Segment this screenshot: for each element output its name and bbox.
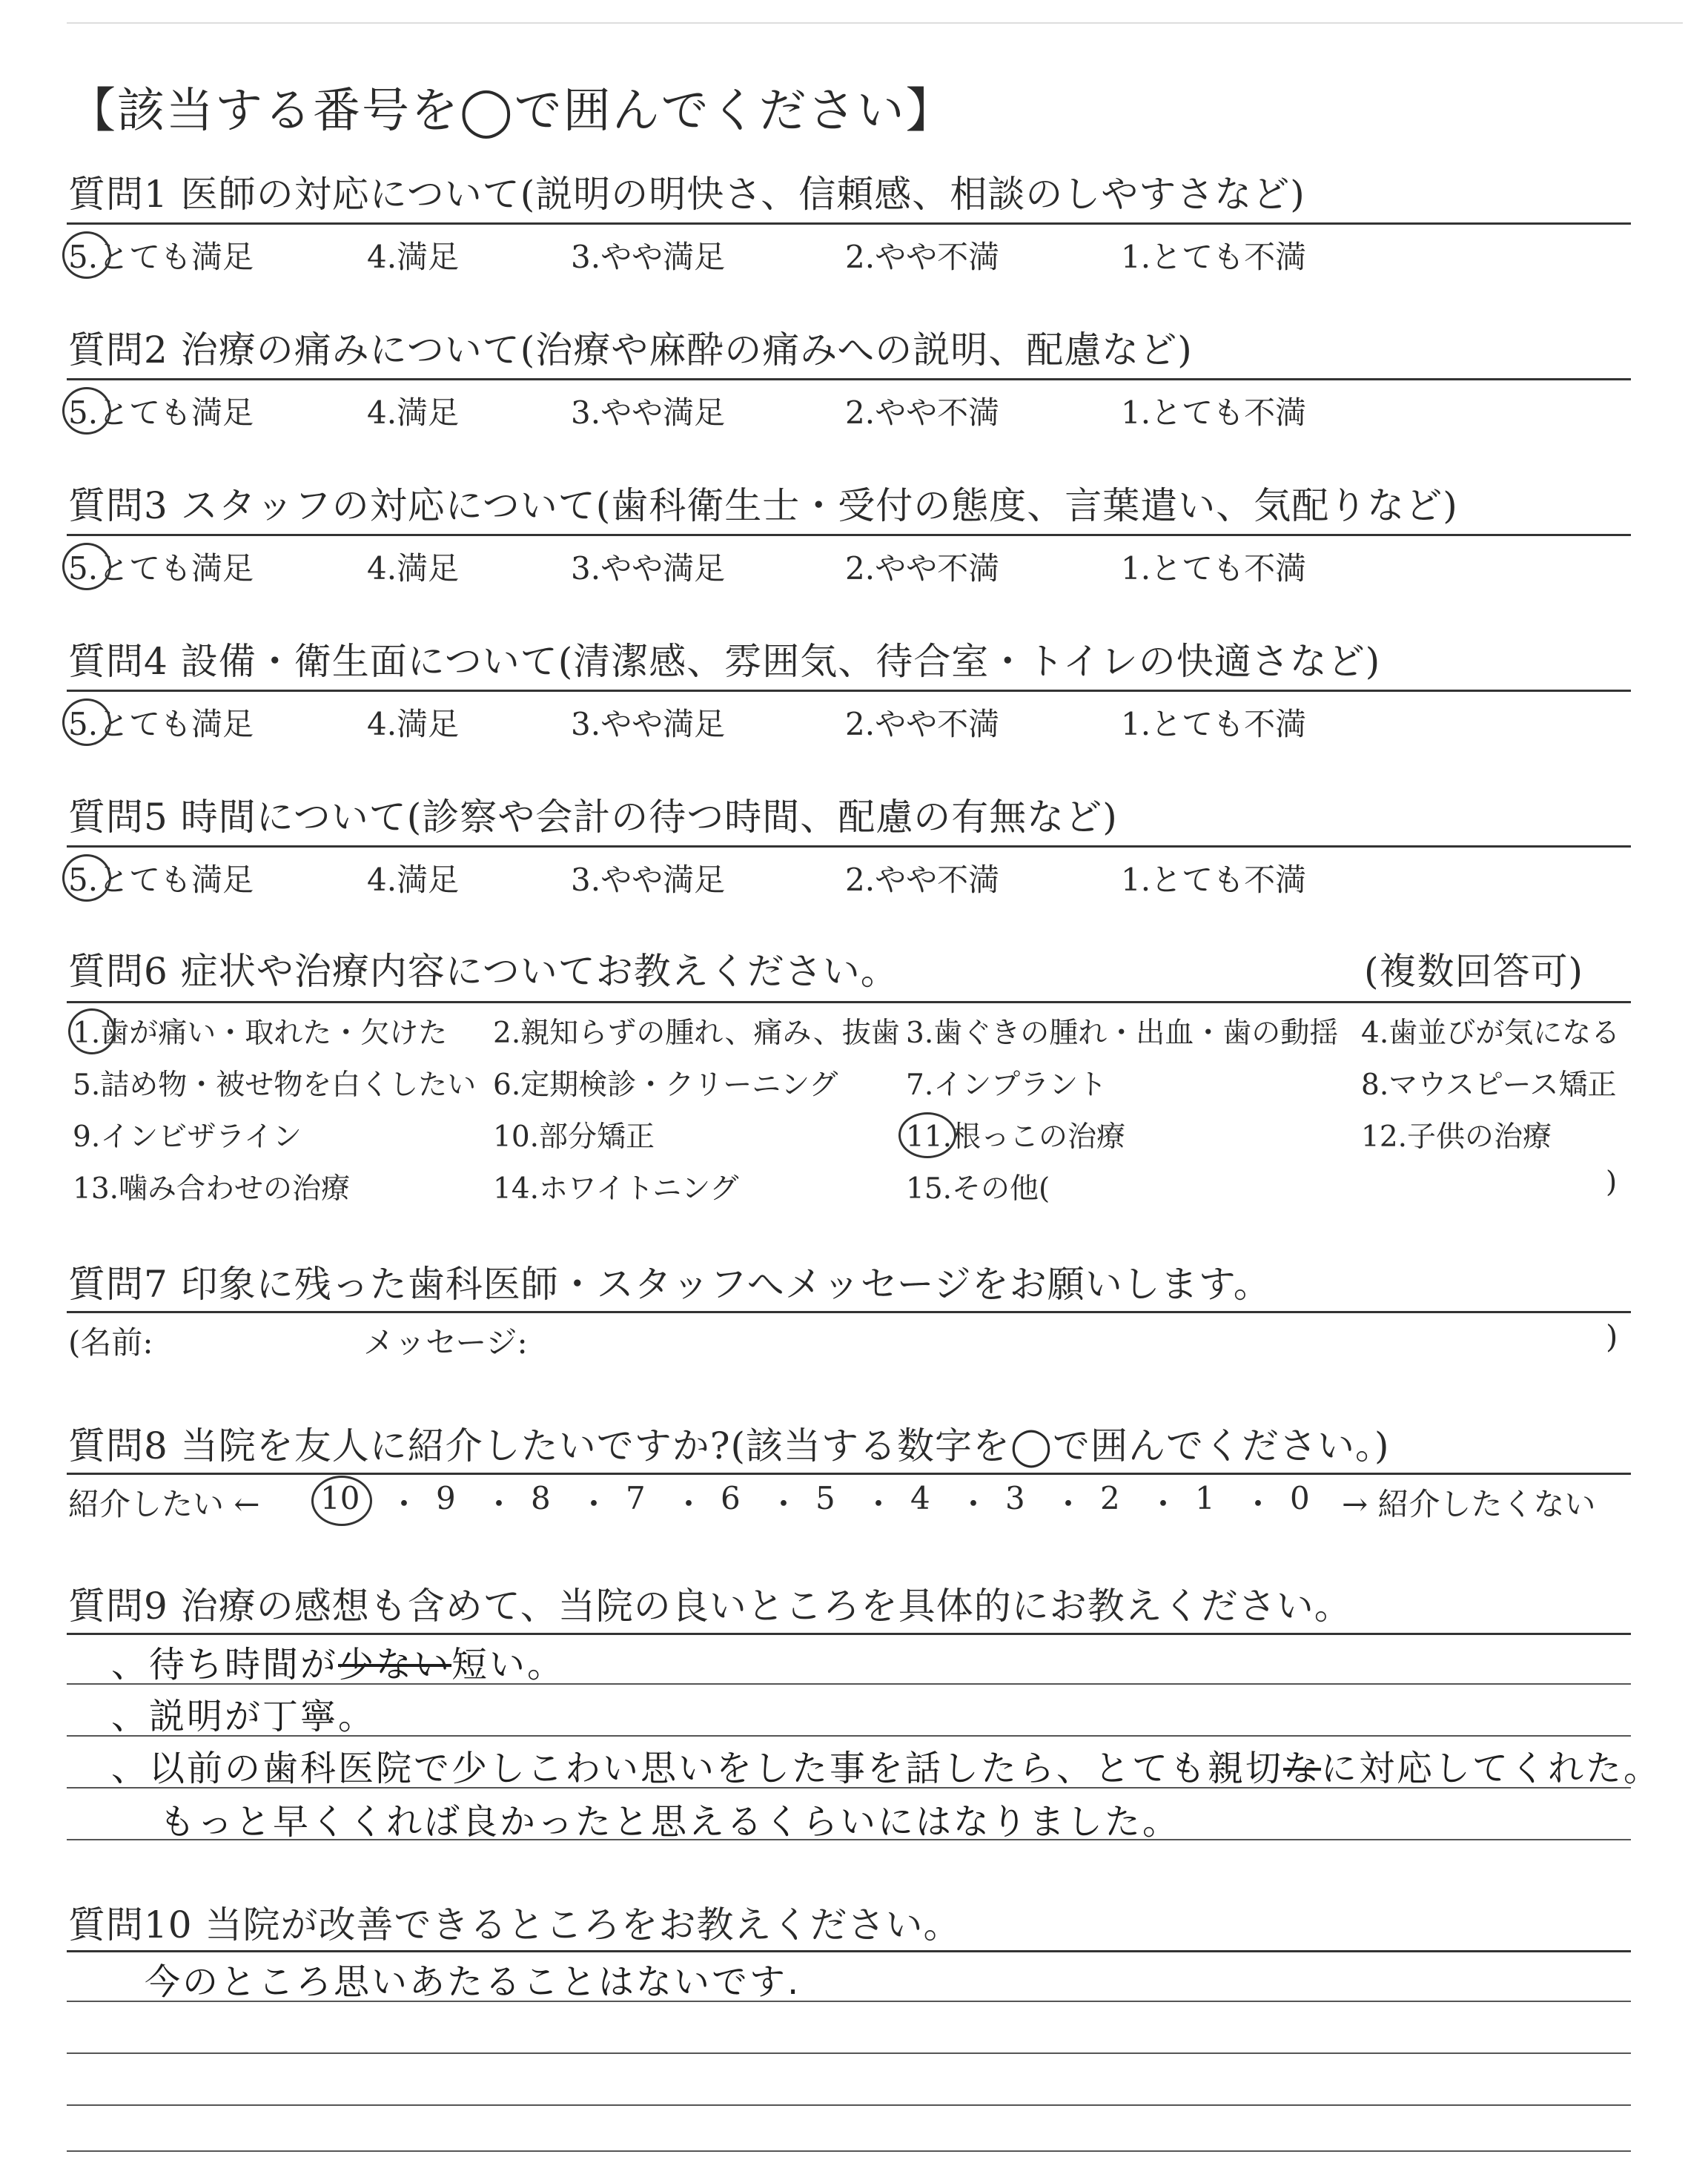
q3-rule	[67, 534, 1631, 536]
q6-option-3: 3.歯ぐきの腫れ・出血・歯の動揺	[906, 1017, 1339, 1050]
q5-selection-circle	[62, 854, 111, 902]
q6-option-12: 12.子供の治療	[1361, 1120, 1552, 1154]
q9-label: 質問9 治療の感想も含めて、当院の良いところを具体的にお教えください。	[68, 1585, 1352, 1628]
q10-label: 質問10 当院が改善できるところをお教えください。	[68, 1903, 961, 1946]
q4-option-5: 5.とても満足	[68, 706, 254, 742]
q6-option-2: 2.親知らずの腫れ、痛み、抜歯	[493, 1017, 900, 1050]
q9-answer-3	[111, 1740, 1661, 1791]
q3-selection-circle	[62, 543, 111, 590]
q8-value-1: 1	[1195, 1480, 1215, 1516]
q1-option-5: 5.とても満足	[68, 239, 254, 275]
q8-label: 質問8 当院を友人に紹介したいですか?(該当する数字を◯で囲んでください。)	[68, 1424, 1390, 1467]
q7-message-label: メッセージ:	[363, 1324, 528, 1361]
q9-rule	[67, 1633, 1631, 1635]
q9-answer-rest: に対応してくれた。	[1321, 1748, 1662, 1789]
q8-left-label: 紹介したい ←	[68, 1486, 260, 1522]
q7-name-label: (名前:	[68, 1324, 153, 1361]
q10-rule	[67, 1950, 1631, 1952]
q6-option-11: 11.根っこの治療	[906, 1120, 1126, 1154]
q8-value-4: 4	[910, 1480, 930, 1516]
q10-line-4	[67, 2150, 1631, 2152]
q6-option-10: 10.部分矯正	[493, 1120, 655, 1154]
q3-option-2: 2.やや不満	[845, 550, 1000, 587]
q8-separator: ・	[388, 1486, 420, 1522]
q2-option-5: 5.とても満足	[68, 394, 254, 431]
q8-separator: ・	[483, 1486, 515, 1522]
q6-option-13: 13.噛み合わせの治療	[73, 1172, 351, 1206]
q8-separator: ・	[673, 1486, 705, 1522]
q4-selection-circle	[62, 698, 111, 746]
q9-struck-text: 少ない	[338, 1644, 452, 1685]
q6-option-6: 6.定期検診・クリーニング	[493, 1069, 838, 1102]
q6-rule	[67, 1001, 1631, 1003]
q2-option-1: 1.とても不満	[1121, 394, 1307, 431]
q8-separator: ・	[1053, 1486, 1085, 1522]
q1-selection-circle	[62, 231, 111, 279]
top-edge-line	[67, 22, 1683, 24]
q8-value-8: 8	[531, 1480, 551, 1516]
q5-option-4: 4.満足	[367, 862, 460, 898]
q6-selection-circle-1	[68, 1008, 116, 1054]
q8-separator: ・	[1148, 1486, 1179, 1522]
q10-line-2	[67, 2052, 1631, 2054]
q8-value-6: 6	[721, 1480, 741, 1516]
q10-answer: 今のところ思いあたることはないです.	[145, 1961, 801, 2003]
q8-value-5: 5	[815, 1480, 835, 1516]
q6-option-4: 4.歯並びが気になる	[1361, 1017, 1621, 1050]
q2-label: 質問2 治療の痛みについて(治療や麻酔の痛みへの説明、配慮など)	[68, 328, 1193, 371]
q8-separator: ・	[578, 1486, 610, 1522]
q5-option-5: 5.とても満足	[68, 862, 254, 898]
q8-value-10: 10	[320, 1480, 360, 1516]
q4-rule	[67, 690, 1631, 692]
q9-answer-text: 、待ち時間が	[111, 1644, 339, 1685]
q9-struck-text: な	[1283, 1748, 1322, 1789]
q2-option-3: 3.やや満足	[571, 394, 726, 431]
q7-close-paren: )	[1606, 1318, 1618, 1355]
q2-rule	[67, 378, 1631, 380]
q1-option-1: 1.とても不満	[1121, 239, 1307, 275]
q9-answer-text: もっと早くくれば良かったと思えるくらいにはなりました。	[159, 1801, 1181, 1843]
q6-option-15: 15.その他(	[906, 1172, 1050, 1206]
q8-rule	[67, 1473, 1631, 1475]
q2-selection-circle	[62, 387, 111, 435]
q3-option-3: 3.やや満足	[571, 550, 726, 587]
q4-option-3: 3.やや満足	[571, 706, 726, 742]
q8-separator: ・	[863, 1486, 895, 1522]
q5-option-3: 3.やや満足	[571, 862, 726, 898]
q4-label: 質問4 設備・衛生面について(清潔感、雰囲気、待合室・トイレの快適さなど)	[68, 640, 1381, 683]
q9-answer-text: 、説明が丁寧。	[111, 1696, 377, 1737]
q7-rule	[67, 1311, 1631, 1313]
q4-option-4: 4.満足	[367, 706, 460, 742]
q6-option-9: 9.インビザライン	[73, 1120, 302, 1154]
q2-option-2: 2.やや不満	[845, 394, 1000, 431]
q6-option-14: 14.ホワイトニング	[493, 1172, 739, 1206]
q6-note: (複数回答可)	[1364, 950, 1584, 993]
q8-value-9: 9	[436, 1480, 456, 1516]
q3-label: 質問3 スタッフの対応について(歯科衛生士・受付の態度、言葉遣い、気配りなど)	[68, 484, 1458, 527]
page-title: 【該当する番号を◯で囲んでください】	[68, 84, 955, 139]
q5-option-2: 2.やや不満	[845, 862, 1000, 898]
q6-option-5: 5.詰め物・被せ物を白くしたい	[73, 1069, 477, 1102]
q1-option-4: 4.満足	[367, 239, 460, 275]
q5-label: 質問5 時間について(診察や会計の待つ時間、配慮の有無など)	[68, 796, 1118, 839]
q3-option-4: 4.満足	[367, 550, 460, 587]
q8-value-2: 2	[1100, 1480, 1120, 1516]
q1-option-3: 3.やや満足	[571, 239, 726, 275]
q9-answer-rest: 短い。	[451, 1644, 566, 1685]
q8-selection-circle	[311, 1476, 372, 1526]
q6-option-1: 1.歯が痛い・取れた・欠けた	[73, 1017, 448, 1050]
q1-option-2: 2.やや不満	[845, 239, 1000, 275]
q5-rule	[67, 845, 1631, 848]
q8-value-0: 0	[1290, 1480, 1310, 1516]
q8-separator: ・	[1242, 1486, 1274, 1522]
q6-label: 質問6 症状や治療内容についてお教えください。	[68, 950, 898, 993]
q1-label: 質問1 医師の対応について(説明の明快さ、信頼感、相談のしやすさなど)	[68, 173, 1305, 216]
q3-option-1: 1.とても不満	[1121, 550, 1307, 587]
q6-selection-circle-2	[898, 1112, 956, 1158]
q6-option-8: 8.マウスピース矯正	[1361, 1069, 1617, 1102]
q1-rule	[67, 222, 1631, 225]
q8-value-7: 7	[626, 1480, 646, 1516]
q6-option-7: 7.インプラント	[906, 1069, 1108, 1102]
q2-option-4: 4.満足	[367, 394, 460, 431]
q5-option-1: 1.とても不満	[1121, 862, 1307, 898]
q7-label: 質問7 印象に残った歯科医師・スタッフへメッセージをお願いします。	[68, 1263, 1271, 1306]
q8-right-label: → 紹介したくない	[1342, 1486, 1596, 1522]
q8-value-3: 3	[1005, 1480, 1025, 1516]
q10-line-3	[67, 2104, 1631, 2106]
q9-answer-text: 、以前の歯科医院で少しこわい思いをした事を話したら、とても親切	[111, 1748, 1284, 1789]
q4-option-1: 1.とても不満	[1121, 706, 1307, 742]
q9-answer-2	[111, 1688, 376, 1739]
q9-answer-4	[159, 1793, 1180, 1844]
q8-separator: ・	[958, 1486, 990, 1522]
q4-option-2: 2.やや不満	[845, 706, 1000, 742]
q9-answer-1	[111, 1636, 565, 1687]
q3-option-5: 5.とても満足	[68, 550, 254, 587]
q10-line-1	[67, 2001, 1631, 2002]
q8-separator: ・	[768, 1486, 800, 1522]
q6-option-16: )	[1606, 1166, 1618, 1199]
